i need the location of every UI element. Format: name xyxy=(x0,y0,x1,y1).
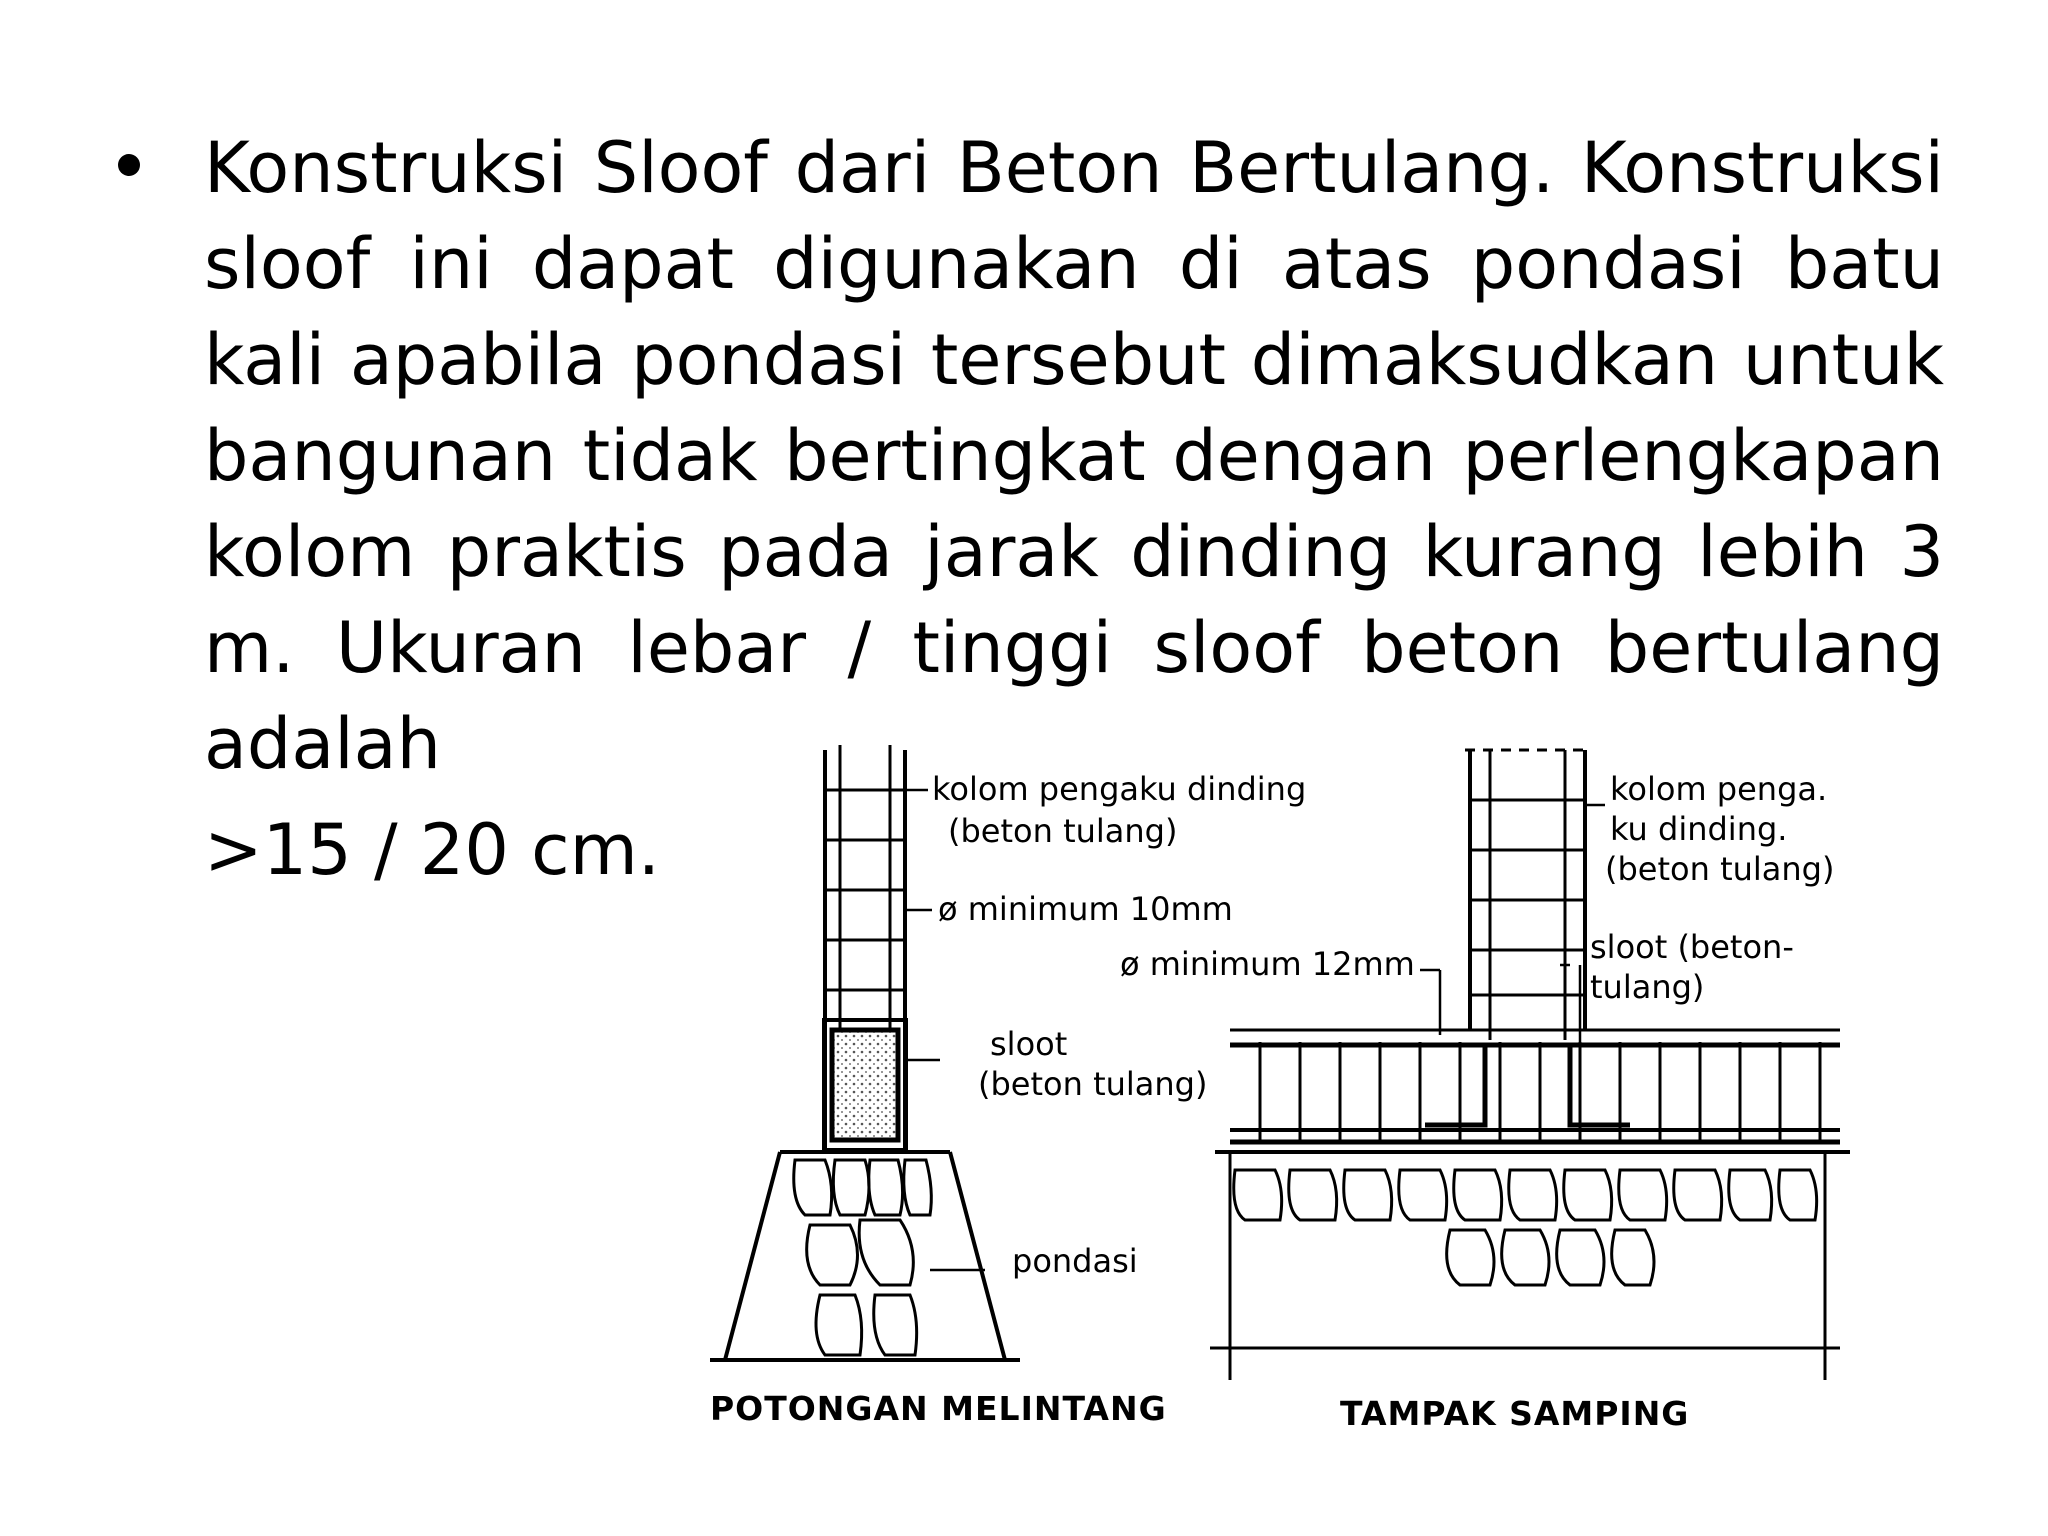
right-sloof-label-1: sloot (beton- xyxy=(1590,928,1794,966)
right-kolom-label-1: kolom penga. xyxy=(1610,770,1828,808)
paragraph-last-line: >15 / 20 cm. xyxy=(204,809,661,891)
right-caption: TAMPAK SAMPING xyxy=(1340,1394,1690,1433)
right-sloof-label-2: tulang) xyxy=(1590,968,1705,1006)
left-caption: POTONGAN MELINTANG xyxy=(710,1389,1167,1428)
right-kolom-label-2: ku dinding. xyxy=(1610,810,1788,848)
left-diameter-label: ø minimum 10mm xyxy=(938,890,1233,928)
right-kolom-label-3: (beton tulang) xyxy=(1605,850,1835,888)
sloof-construction-figure xyxy=(700,730,1900,1450)
left-kolom-label-1: kolom pengaku dinding xyxy=(932,770,1307,808)
bullet-marker xyxy=(118,154,140,176)
right-diameter-label: ø minimum 12mm xyxy=(1120,945,1415,983)
paragraph-text: Konstruksi Sloof dari Beton Bertulang. Konstruksi sloof ini dapat digunakan di atas pondasi batu kali apabila pondasi tersebut dimaksudkan untuk bangunan tidak bertingkat dengan perlengkapan kolom praktis pada jarak dinding kurang lebih 3 m. Ukuran lebar / tinggi sloof beton bertulang adalah xyxy=(204,127,1944,785)
left-pondasi-label: pondasi xyxy=(1012,1242,1138,1280)
left-sloof-label-2: (beton tulang) xyxy=(978,1065,1208,1103)
left-kolom-label-2: (beton tulang) xyxy=(948,812,1178,850)
left-sloof-label-1: sloot xyxy=(990,1025,1068,1063)
